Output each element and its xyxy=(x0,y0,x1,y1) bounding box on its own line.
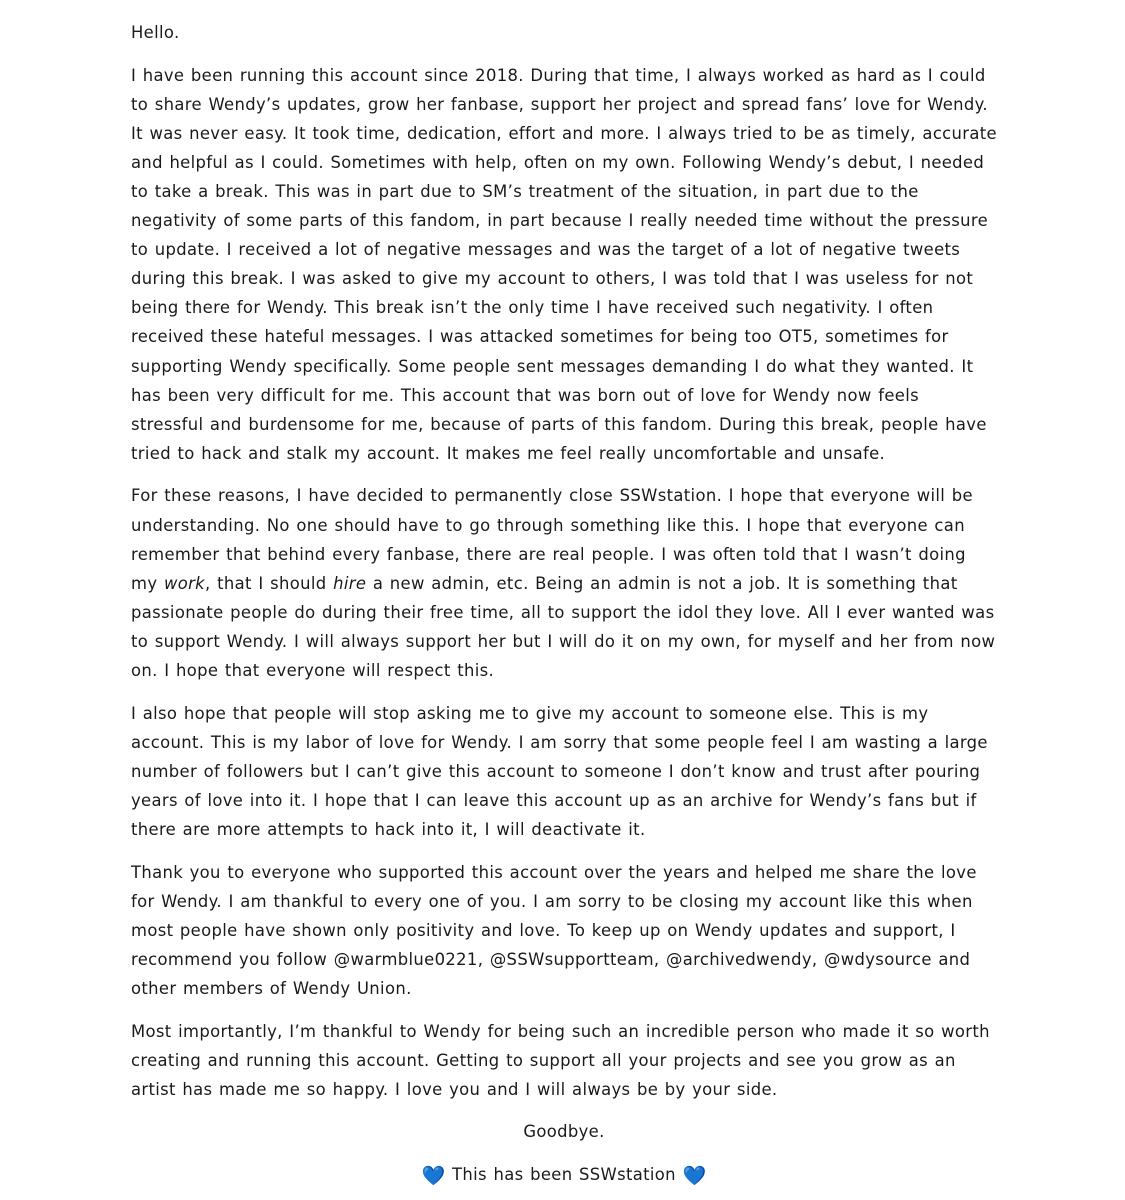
closing-goodbye: Goodbye. xyxy=(523,1122,605,1142)
greeting: Hello. xyxy=(131,23,180,42)
paragraph-closing-decision xyxy=(131,481,997,685)
paragraph-closing-decision-text-2: , that I should xyxy=(205,573,334,593)
blue-heart-icon: 💙 xyxy=(421,1164,446,1187)
paragraph-wendy-thanks: Most importantly, I’m thankful to Wendy for being such an incredible person who made it so worth creating and running this account. Getting to support all your projects and see you grow as an artist has made me so happy. I love you and I will always be by your side. xyxy=(131,1021,990,1099)
signature-text: This has been SSWstation xyxy=(452,1164,676,1184)
paragraph-closing-decision-text-1: For these reasons, I have decided to permanently close SSWstation. I hope that everyone will be understanding. No one should have to go through something like this. I hope that everyone can remember that behind every fanbase, there are real people. I was often told that I wasn’t doing my xyxy=(131,486,973,593)
paragraph-history: I have been running this account since 2018. During that time, I always worked as hard as I could to share Wendy’s updates, grow her fanbase, support her project and spread fans’ love for Wendy. It was never easy. It took time, dedication, effort and more. I always tried to be as timely, accurate and helpful as I could. Sometimes with help, often on my own. Following Wendy’s debut, I needed to take a break. This was in part due to SM’s treatment of the situation, in part due to the negativity of some parts of this fandom, in part because I really needed time without the pressure to update. I received a lot of negative messages and was the target of a lot of negative tweets during this break. I was asked to give my account to others, I was told that I was useless for not being there for Wendy. This break isn’t the only time I have received such negativity. I often received these hateful messages. I was attacked sometimes for being too OT5, sometimes for supporting Wendy specifically. Some people sent messages demanding I do what they wanted. It has been very difficult for me. This account that was born out of love for Wendy now feels stressful and burdensome for me, because of parts of this fandom. During this break, people have tried to hack and stalk my account. It makes me feel really uncomfortable and unsafe. xyxy=(131,65,997,463)
emphasis-hire: hire xyxy=(333,573,367,593)
signature-line xyxy=(131,1160,997,1189)
paragraph-account-request: I also hope that people will stop asking me to give my account to someone else. This is my account. This is my labor of love for Wendy. I am sorry that some people feel I am wasting a large number of followers but I can’t give this account to someone I don’t know and trust after pouring years of love into it. I hope that I can leave this account up as an archive for Wendy’s fans but if there are more attempts to hack into it, I will deactivate it. xyxy=(131,703,988,839)
letter-document xyxy=(131,18,997,1189)
blue-heart-icon: 💙 xyxy=(682,1164,707,1187)
paragraph-closing-decision-text-3: a new admin, etc. Being an admin is not a job. It is something that passionate people do during their free time, all to support the idol they love. All I ever wanted was to support Wendy. I will always support her but I will do it on my own, for myself and her from now on. I hope that everyone will respect this. xyxy=(131,573,996,680)
paragraph-thanks: Thank you to everyone who supported this account over the years and helped me share the love for Wendy. I am thankful to every one of you. I am sorry to be closing my account like this when most people have shown only positivity and love. To keep up on Wendy updates and support, I recommend you follow @warmblue0221, @SSWsupportteam, @archivedwendy, @wdysource and other members of Wendy Union. xyxy=(131,862,977,998)
emphasis-work: work xyxy=(163,573,206,593)
